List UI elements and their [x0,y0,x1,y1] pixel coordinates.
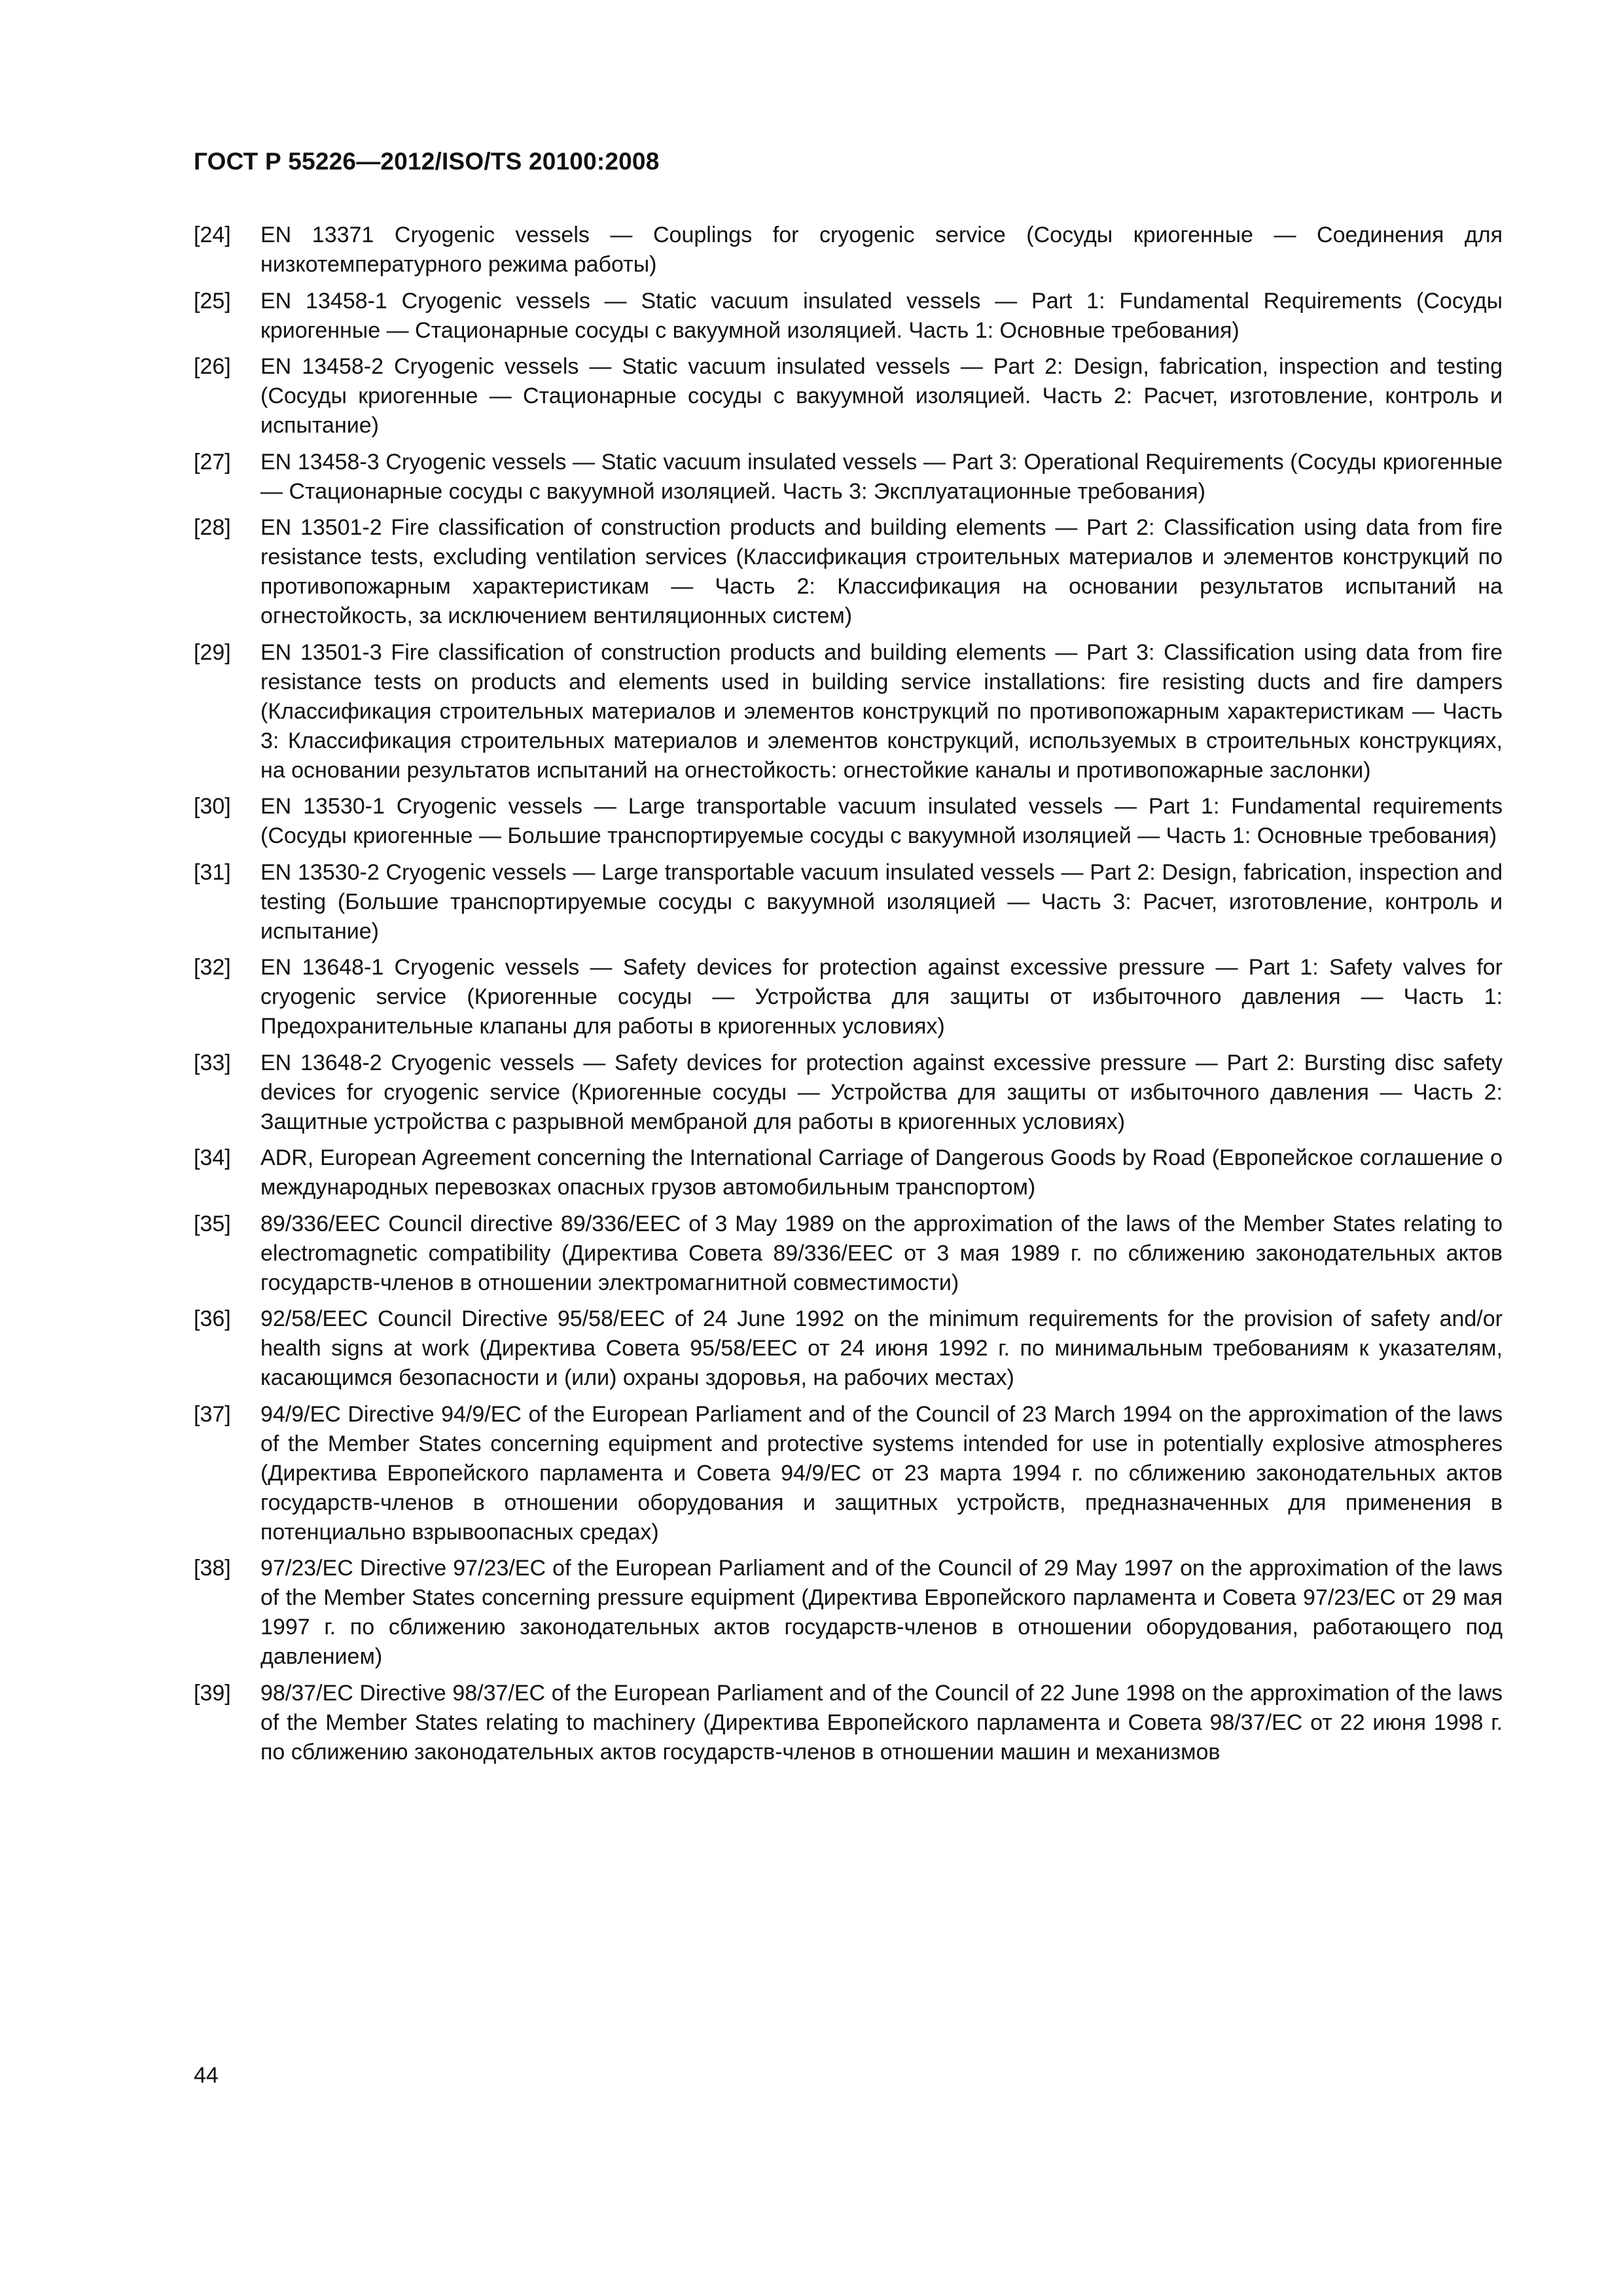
entry-number: [26] [194,354,231,379]
bibliography-entry [194,352,1503,440]
entry-number: [25] [194,288,231,314]
bibliography-entry [194,638,1503,785]
entry-number: [36] [194,1306,231,1331]
entry-number: [39] [194,1680,231,1706]
entry-number: [32] [194,955,231,980]
bibliography-entry [194,221,1503,279]
entry-text: EN 13501-3 Fire classification of construction products and building elements — Part 3: Classification using data from fire resistance tests on products and elements used in building service installations: fire resisting ducts and fire dampers (Классификация строительных материалов и элементов конструкций по противопожарным характеристикам — Часть 3: Классификация строительных материалов и элементов конструкций, используемых в строительных конструкциях, на основании результатов испытаний на огнестойкость: огнестойкие каналы и противопожарные заслонки) [260,639,1503,783]
entry-text: EN 13530-2 Cryogenic vessels — Large transportable vacuum insulated vessels — Part 2: Design, fabrication, inspection and testing (Большие транспортируемые сосуды с вакуумной изоляцией — Часть 3: Расчет, изготовление, контроль и испытание) [260,859,1503,944]
bibliography-list [194,221,1503,1774]
entry-number: [35] [194,1211,231,1236]
entry-text: EN 13371 Cryogenic vessels — Couplings for cryogenic service (Сосуды криогенные — Соединения для низкотемпературного режима работы) [260,223,1503,277]
entry-number: [37] [194,1401,231,1427]
entry-text: EN 13648-2 Cryogenic vessels — Safety devices for protection against excessive pressure — Part 2: Bursting disc safety devices for cryogenic service (Криогенные сосуды — Устройства для защиты от избыточного давления — Часть 2: Защитные устройства с разрывной мембраной для работы в криогенных условиях) [260,1050,1503,1134]
entry-text: 94/9/EC Directive 94/9/EC of the European Parliament and of the Council of 23 March 1994 on the approximation of the laws of the Member States concerning equipment and protective systems intended for use in potentially explosive atmospheres (Директива Европейского парламента и Совета 94/9/ЕС от 23 марта 1994 г. по сближению законодательных актов государств-членов в отношении оборудования и защитных устройств, предназначенных для применения в потенциально взрывоопасных средах) [260,1401,1503,1545]
entry-number: [31] [194,859,231,885]
bibliography-entry [194,448,1503,507]
entry-text: EN 13458-1 Cryogenic vessels — Static vacuum insulated vessels — Part 1: Fundamental Requirements (Сосуды криогенные — Стационарные сосуды с вакуумной изоляцией. Часть 1: Основные требования) [260,288,1503,343]
bibliography-entry [194,1679,1503,1767]
bibliography-entry [194,1049,1503,1137]
entry-text: EN 13530-1 Cryogenic vessels — Large transportable vacuum insulated vessels — Part 1: Fundamental requirements (Сосуды криогенные — Большие транспортируемые сосуды с вакуумной изоляцией — Часть 1: Основные требования) [260,794,1503,848]
entry-number: [34] [194,1145,231,1170]
bibliography-entry [194,287,1503,346]
entry-number: [29] [194,639,231,665]
entry-number: [38] [194,1556,231,1581]
entry-text: EN 13458-2 Cryogenic vessels — Static vacuum insulated vessels — Part 2: Design, fabrication, inspection and testing (Сосуды криогенные — Стационарные сосуды с вакуумной изоляцией. Часть 2: Расчет, изготовление, контроль и испытание) [260,354,1503,438]
bibliography-entry [194,858,1503,946]
bibliography-entry [194,513,1503,631]
entry-text: EN 13648-1 Cryogenic vessels — Safety devices for protection against excessive pressure — Part 1: Safety valves for cryogenic service (Криогенные сосуды — Устройства для защиты от избыточного давления — Часть 1: Предохранительные клапаны для работы в криогенных условиях) [260,955,1503,1039]
entry-text: 97/23/EC Directive 97/23/EC of the European Parliament and of the Council of 29 May 1997 on the approximation of the laws of the Member States concerning pressure equipment (Директива Европейского парламента и Совета 97/23/EC от 29 мая 1997 г. по сближению законодательных актов государств-членов в отношении оборудования, работающего под давлением) [260,1556,1503,1669]
page-header-title: ГОСТ Р 55226—2012/ISO/TS 20100:2008 [194,148,660,175]
bibliography-entry [194,1400,1503,1547]
entry-text: 98/37/EC Directive 98/37/EC of the European Parliament and of the Council of 22 June 1998 on the approximation of the laws of the Member States relating to machinery (Директива Европейского парламента и Совета 98/37/EC от 22 июня 1998 г. по сближению законодательных актов государств-членов в отношении машин и механизмов [260,1680,1503,1765]
bibliography-entry [194,1554,1503,1672]
entry-text: 89/336/EEC Council directive 89/336/EEC of 3 May 1989 on the approximation of the laws of the Member States relating to electromagnetic compatibility (Директива Совета 89/336/EEC от 3 мая 1989 г. по сближению законодательных актов государств-членов в отношении электромагнитной совместимости) [260,1211,1503,1295]
entry-number: [24] [194,223,231,247]
entry-text: 92/58/EEC Council Directive 95/58/EEC of 24 June 1992 on the minimum requirements for the provision of safety and/or health signs at work (Директива Совета 95/58/EEC от 24 июня 1992 г. по минимальным требованиям к указателям, касающимся безопасности и (или) охраны здоровья, на рабочих местах) [260,1306,1503,1390]
bibliography-entry [194,792,1503,851]
entry-number: [28] [194,515,231,540]
entry-number: [27] [194,449,231,475]
entry-number: [30] [194,794,231,819]
bibliography-entry [194,1210,1503,1298]
entry-text: ADR, European Agreement concerning the International Carriage of Dangerous Goods by Road (Европейское соглашение о международных перевозках опасных грузов автомобильным транспортом) [260,1145,1503,1200]
entry-number: [33] [194,1050,231,1075]
bibliography-entry [194,953,1503,1041]
entry-text: EN 13501-2 Fire classification of construction products and building elements — Part 2: Classification using data from fire resistance tests, excluding ventilation services (Классификация строительных материалов и элементов конструкций по противопожарным характеристикам — Часть 2: Классификация на основании результатов испытаний на огнестойкость, за исключением вентиляционных систем) [260,515,1503,628]
page-number: 44 [194,2063,219,2088]
bibliography-entry [194,1304,1503,1393]
entry-text: EN 13458-3 Cryogenic vessels — Static vacuum insulated vessels — Part 3: Operational Requirements (Сосуды криогенные — Стационарные сосуды с вакуумной изоляцией. Часть 3: Эксплуатационные требования) [260,449,1503,504]
bibliography-entry [194,1143,1503,1202]
